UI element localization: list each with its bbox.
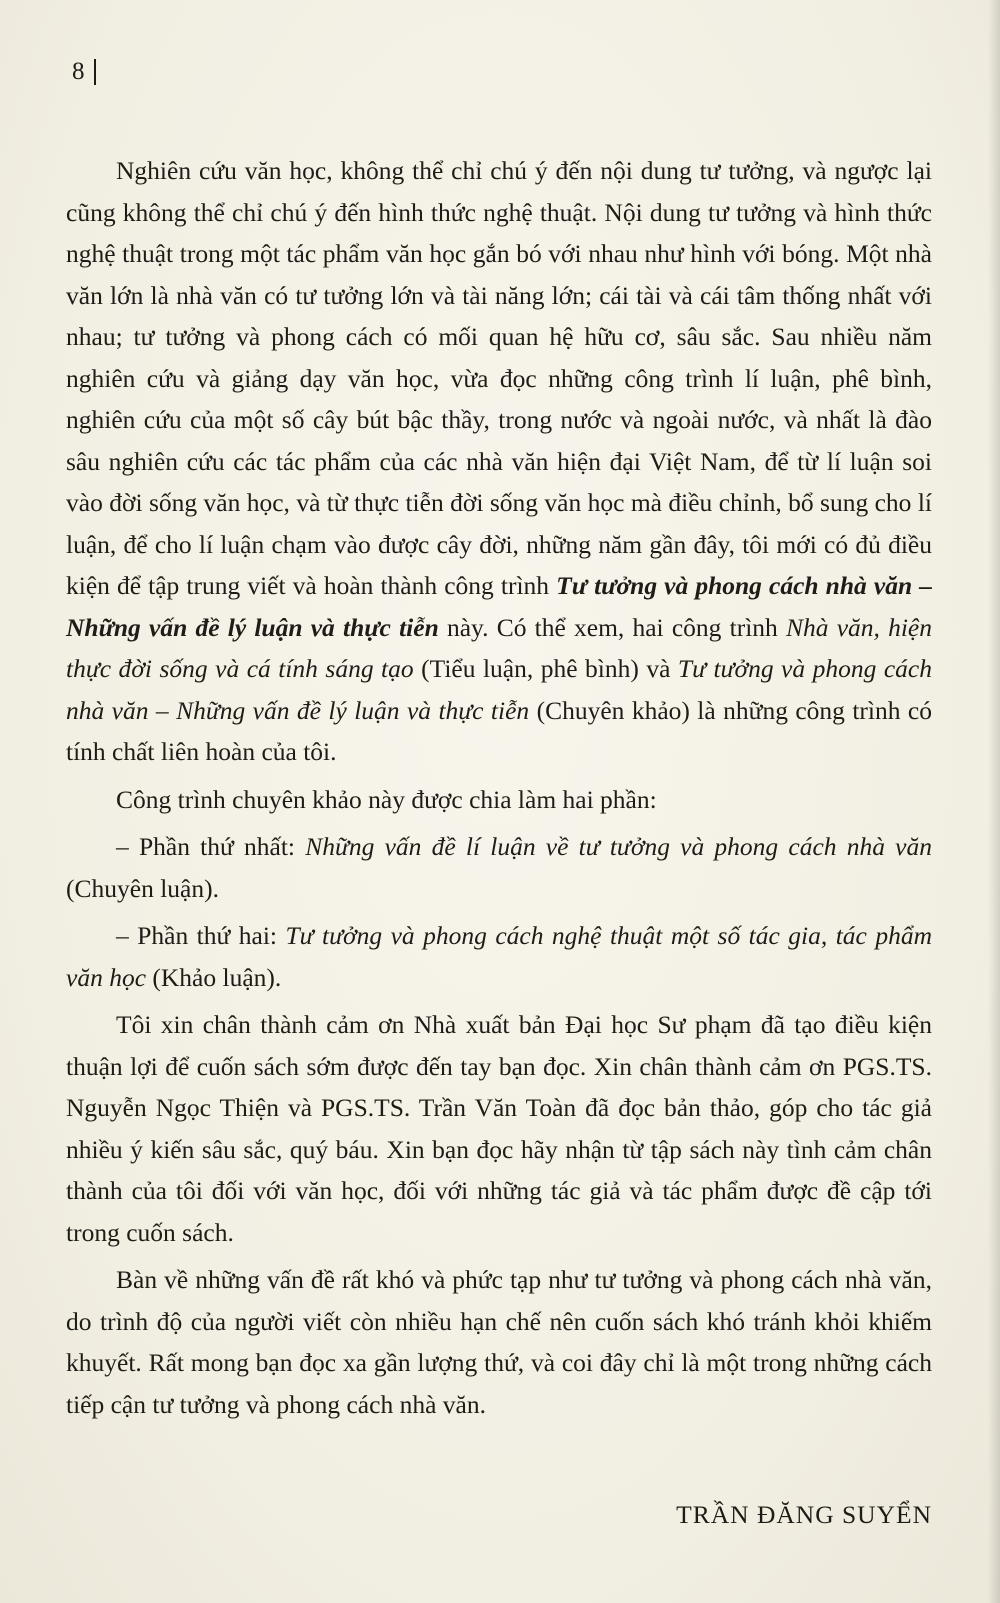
book-title-italic: Nhà văn, hiện thực đời sống và cá tính sáng tạo [66, 612, 932, 683]
page-number-divider [94, 59, 96, 85]
paragraph-text: này. Có thể xem, hai công trình [438, 612, 786, 642]
part-label: – Phần thứ nhất: [116, 832, 306, 861]
paragraph-intro [66, 150, 932, 773]
body-text [66, 150, 932, 1425]
paragraph-text: Nghiên cứu văn học, không thể chỉ chú ý đến nội dung tư tưởng, và ngược lại cũng không thể chỉ chú ý đến hình thức nghệ thuật. Nội dung tư tưởng và hình thức nghệ thuật trong một tác phẩm văn học gắn bó với nhau như hình với bóng. Một nhà văn lớn là nhà văn có tư tưởng lớn và tài năng lớn; cái tài và cái tâm thống nhất với nhau; tư tưởng và phong cách có mối quan hệ hữu cơ, sâu sắc. Sau nhiều năm nghiên cứu và giảng dạy văn học, vừa đọc những công trình lí luận, phê bình, nghiên cứu của một số cây bút bậc thầy, trong nước và ngoài nước, và nhất là đào sâu nghiên cứu các tác phẩm của các nhà văn hiện đại Việt Nam, để từ lí luận soi vào đời sống văn học, và từ thực tiễn đời sống văn học mà điều chỉnh, bổ sung cho lí luận, để cho lí luận chạm vào được cây đời, những năm gần đây, tôi mới có đủ điều kiện để tập trung viết và hoàn thành công trình [66, 156, 932, 600]
page-number [72, 58, 96, 86]
paragraph-text: (Tiểu luận, phê bình) và [413, 654, 678, 683]
paragraph-closing: Bàn về những vấn đề rất khó và phức tạp như tư tưởng và phong cách nhà văn, do trình độ của người viết còn nhiều hạn chế nên cuốn sách khó tránh khỏi khiếm khuyết. Rất mong bạn đọc xa gần lượng thứ, và coi đây chỉ là một trong những cách tiếp cận tư tưởng và phong cách nhà văn. [66, 1265, 932, 1419]
paragraph-part-two [66, 915, 932, 998]
part-title: Những vấn đề lí luận về tư tưởng và phong cách nhà văn [305, 832, 932, 861]
paragraph-acknowledgements: Tôi xin chân thành cảm ơn Nhà xuất bản Đại học Sư phạm đã tạo điều kiện thuận lợi để cuốn sách sớm được đến tay bạn đọc. Xin chân thành cảm ơn PGS.TS. Nguyễn Ngọc Thiện và PGS.TS. Trần Văn Toàn đã đọc bản thảo, góp cho tác giả nhiều ý kiến sâu sắc, quý báu. Xin bạn đọc hãy nhận từ tập sách này tình cảm chân thành của tôi đối với văn học, đối với những tác giả và tác phẩm được đề cập tới trong cuốn sách. [66, 1010, 932, 1247]
paragraph-part-one [66, 826, 932, 909]
part-type: (Chuyên luận). [66, 873, 219, 903]
page-edge-shadow [988, 0, 1000, 1603]
part-type: (Khảo luận). [146, 962, 282, 992]
author-signature: TRẦN ĐĂNG SUYỂN [676, 1500, 932, 1529]
paragraph-text: (Chuyên khảo) là những công trình có tính chất liên hoàn của tôi. [66, 695, 932, 766]
paragraph-structure: Công trình chuyên khảo này được chia làm hai phần: [116, 784, 657, 814]
part-title: Tư tưởng và phong cách nghệ thuật một số tác gia, tác phẩm văn học [66, 921, 932, 992]
part-label: – Phần thứ hai: [116, 921, 286, 950]
page-number-text: 8 [72, 58, 86, 85]
book-title-italic: Tư tưởng và phong cách nhà văn – Những vấn đề lý luận và thực tiễn [66, 654, 932, 725]
book-title-bold-italic: Tư tưởng và phong cách nhà văn – Những vấn đề lý luận và thực tiễn [66, 571, 932, 642]
